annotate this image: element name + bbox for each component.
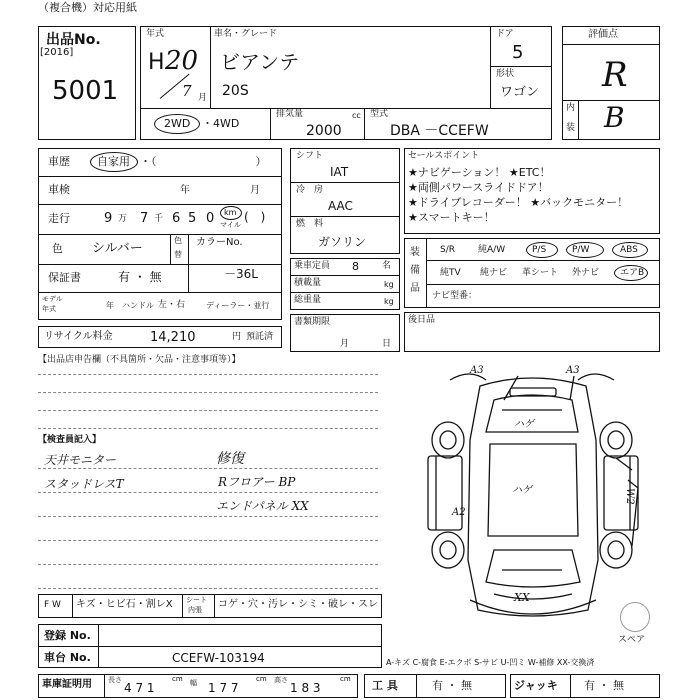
warranty-options: 有 ・ 無 — [118, 270, 162, 284]
mileage-digit-4: 5 — [188, 211, 197, 226]
misc-handle-options: 左・右 — [158, 300, 186, 310]
seller-notes-label: 【出品店申告欄（不具箇所・欠品・注意事項等）】 — [38, 355, 241, 365]
fuel-value: ガソリン — [318, 235, 367, 249]
form-type-header: （複合機）対応用紙 — [38, 1, 137, 14]
damage-mark-a3-left: A3 — [470, 365, 484, 376]
tools-label: 工 具 — [372, 679, 398, 692]
sales-point-line: ★スマートキー！ — [408, 211, 495, 224]
equip-alloy: 純A/W — [478, 245, 506, 255]
misc-year: 年 — [106, 301, 114, 310]
doc-day: 日 — [382, 339, 392, 349]
equip-abs: ABS — [620, 245, 638, 255]
seat-label-1: シート — [186, 596, 207, 604]
lot-year-tag: [2016] — [40, 47, 74, 58]
ac-label: 冷 房 — [296, 185, 324, 195]
sales-point-line: ★両側パワースライドドア！ — [408, 181, 549, 194]
damage-legend: A-キズ C-腐食 E-エクボ S-サビ U-凹ミ W-補修 XX-交換済 — [386, 658, 595, 667]
recycle-label: リサイクル料金 — [44, 331, 113, 342]
mileage-digit-3: 6 — [172, 211, 181, 226]
inspector-note: スタッドレスT — [44, 477, 124, 491]
fw-label: F W — [44, 600, 61, 610]
inspection-year-unit: 年 — [180, 185, 190, 196]
certificate-label: 車庫証明用 — [42, 679, 92, 690]
displacement-label: 排気量 — [276, 109, 304, 119]
length-value: 4 7 1 — [124, 681, 155, 695]
history-suffix: ・（ ） — [140, 155, 267, 168]
equip-aftermarket-navi: 外ナビ — [572, 268, 600, 278]
mileage-digit-2: 7 — [140, 211, 149, 226]
grade-score: R — [602, 55, 628, 95]
inspector-note: Rフロアー BP — [218, 475, 296, 489]
navi-model: ナビ型番： — [432, 291, 478, 301]
misc-handle: ハンドル — [122, 301, 154, 310]
length-label: 長さ — [108, 676, 122, 684]
registration-label: 登録 No. — [44, 629, 91, 642]
color-no-label: カラーNo. — [196, 237, 243, 248]
drive-4wd: ・4WD — [202, 117, 240, 130]
mileage-digit-1: 9 — [104, 211, 113, 226]
history-owner-type: 自家用 — [97, 155, 130, 168]
equipment-label-2: 備 — [410, 265, 420, 276]
equip-leather: 革シート — [522, 268, 559, 278]
interior-label-2: 装 — [566, 123, 576, 133]
height-value: 1 8 3 — [290, 681, 321, 695]
color-label: 色 — [52, 242, 63, 255]
vehicle-name-label: 車名・グレード — [214, 29, 278, 39]
color-exchange-1: 色 — [174, 236, 182, 245]
capacity-unit: 名 — [382, 261, 392, 271]
fw-items: キズ・ヒビ石・割レX — [76, 599, 173, 610]
jack-label: ジャッキ — [514, 679, 558, 692]
equip-sr: S/R — [440, 245, 455, 255]
height-unit: cm — [340, 675, 351, 683]
post-fitted-label: 後日品 — [408, 315, 436, 325]
chassis-label: 車台 No. — [44, 651, 91, 664]
load-label: 積載量 — [294, 278, 322, 288]
inspector-note: 天井モニター — [44, 453, 117, 467]
shape-value: ワゴン — [500, 85, 540, 100]
damage-mark-left-side: A2 — [452, 507, 466, 518]
model-month-unit: 月 — [198, 93, 208, 103]
mileage-digit-5: 0 — [206, 211, 215, 226]
mileage-unit-km: km — [224, 208, 237, 217]
damage-mark-roof: ハゲ — [514, 419, 534, 430]
equip-pw: P/W — [572, 245, 590, 255]
color-no: －36L — [224, 267, 258, 281]
type-code: DBA －CCEFW — [390, 123, 489, 139]
equip-ps: P/S — [532, 245, 547, 255]
gross-unit: kg — [384, 297, 394, 306]
shape-label: 形状 — [496, 69, 515, 79]
lot-number: 5001 — [52, 76, 119, 106]
sales-point-line: ★ドライブレコーダー！ ★バックモニター！ — [408, 196, 629, 209]
chassis-value: CCEFW-103194 — [172, 651, 265, 665]
load-unit: kg — [384, 280, 394, 289]
color-exchange-2: 替 — [174, 250, 182, 259]
mileage-bracket: ( ) — [244, 210, 266, 224]
damage-mark-body: ハゲ — [512, 485, 532, 496]
equipment-label-1: 装 — [410, 247, 420, 258]
capacity-label: 乗車定員 — [294, 261, 331, 271]
era: H — [148, 50, 165, 75]
doors-label: ドア — [496, 29, 514, 39]
displacement-value: 2000 — [306, 123, 342, 139]
drive-2wd: 2WD — [164, 117, 191, 130]
history-label: 車歴 — [48, 155, 70, 168]
post-fitted-box — [404, 312, 660, 352]
sales-point-line: ★ナビゲーション！ ★ETC！ — [408, 166, 551, 179]
mileage-unit-1: 万 — [118, 214, 128, 224]
width-label: 幅 — [190, 679, 197, 687]
model-year-label: 年式 — [146, 29, 165, 39]
mileage-label: 走行 — [48, 212, 70, 225]
recycle-note: 預託済 — [246, 332, 274, 342]
fuel-label: 燃 料 — [296, 219, 324, 229]
model-month-value: 7 — [182, 82, 192, 100]
shift-value: IAT — [330, 165, 349, 179]
damage-mark-a3-right: A3 — [566, 365, 580, 376]
tools-options: 有 ・ 無 — [432, 679, 472, 692]
shift-label: シフト — [296, 151, 324, 161]
inspector-label: 【検査員記入】 — [38, 435, 102, 445]
inspector-note: 修復 — [216, 451, 244, 467]
inspection-month-unit: 月 — [250, 185, 260, 196]
vehicle-name: ビアンテ — [220, 50, 300, 74]
capacity-value: 8 — [352, 260, 359, 273]
seat-items: コゲ・穴・汚レ・シミ・破レ・スレ — [218, 599, 378, 610]
length-unit: cm — [172, 675, 183, 683]
height-label: 高さ — [274, 676, 288, 684]
misc-dealer: ディーラー・並行 — [206, 301, 270, 310]
seat-label-2: 内張 — [188, 606, 202, 614]
misc-model-1: モデル — [42, 295, 63, 303]
ac-value: AAC — [328, 199, 353, 213]
color-value: シルバー — [92, 241, 143, 256]
misc-model-2: 年式 — [42, 305, 56, 313]
model-year-value: 20 — [165, 46, 199, 76]
recycle-amount: 14,210 — [150, 330, 196, 345]
vehicle-grade: 20S — [222, 83, 249, 99]
equipment-label-3: 品 — [410, 283, 420, 294]
displacement-unit: cc — [352, 111, 361, 120]
inspector-note: エンドパネル XX — [216, 499, 309, 513]
mileage-unit-mile: マイル — [220, 221, 241, 229]
spare-tire-icon — [620, 602, 650, 632]
car-damage-diagram — [410, 360, 656, 630]
lot-number-label: 出品No. — [46, 32, 101, 48]
gross-label: 総重量 — [294, 295, 322, 305]
equip-oem-navi: 純ナビ — [480, 268, 508, 278]
interior-score: B — [604, 101, 625, 134]
damage-mark-rear: XX — [514, 591, 530, 604]
warranty-label: 保証書 — [48, 271, 81, 284]
grade-label: 評価点 — [588, 29, 618, 40]
interior-label-1: 内 — [566, 103, 576, 113]
jack-options: 有 ・ 無 — [584, 679, 624, 692]
type-label: 型式 — [370, 109, 389, 119]
spare-label: スペア — [618, 635, 646, 645]
mileage-unit-2: 千 — [154, 214, 164, 224]
doc-label: 書類期限 — [294, 317, 331, 327]
equip-airbag: エアB — [620, 268, 645, 278]
doors-value: 5 — [512, 42, 524, 63]
inspection-label: 車検 — [48, 183, 70, 196]
equip-tv: 純TV — [440, 268, 461, 278]
recycle-unit: 円 — [232, 332, 242, 342]
width-value: 1 7 7 — [208, 681, 239, 695]
width-unit: cm — [256, 675, 267, 683]
damage-mark-right-side: W2 — [624, 488, 635, 505]
sales-points-label: セールスポイント — [408, 151, 480, 161]
doc-month: 月 — [340, 339, 350, 349]
